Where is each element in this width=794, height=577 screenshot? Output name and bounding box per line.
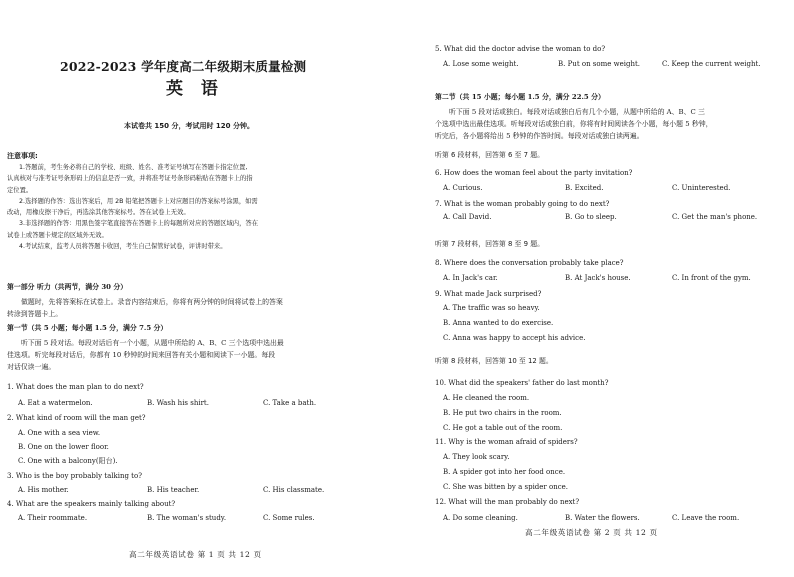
- exam-page-2: [397, 0, 794, 577]
- option-11c: C. She was bitten by a spider once.: [443, 483, 569, 491]
- option-8b: B. At Jack's house.: [565, 274, 631, 282]
- note-line: 试卷上或答题卡规定的区域外无效。: [7, 231, 108, 239]
- part1-line: 转涂到答题卡上。: [7, 310, 63, 318]
- option-12b: B. Water the flowers.: [565, 514, 640, 522]
- option-5b: B. Put on some weight.: [558, 60, 641, 68]
- option-2b: B. One on the lower floor.: [18, 443, 109, 451]
- material-6-label: 听第 6 段材料，回答第 6 至 7 题。: [435, 151, 544, 159]
- note-line: 定位置。: [7, 186, 33, 194]
- section2-line: 听下面 5 段对话或独白。每段对话或独白后有几个小题，从题中所给的 A、B、C 三: [449, 108, 705, 116]
- option-5c: C. Keep the current weight.: [662, 60, 761, 68]
- question-2: 2. What kind of room will the man get?: [7, 414, 146, 422]
- option-1b: B. Wash his shirt.: [147, 399, 209, 407]
- option-9a: A. The traffic was so heavy.: [443, 304, 540, 312]
- option-7a: A. Call David.: [443, 213, 492, 221]
- question-12: 12. What will the man probably do next?: [435, 498, 580, 506]
- question-6: 6. How does the woman feel about the party invitation?: [435, 169, 633, 177]
- option-8a: A. In Jack's car.: [443, 274, 498, 282]
- note-line: 2.选择题的作答：选出答案后，用 2B 铅笔把答题卡上对应题目的答案标号涂黑，如需: [19, 197, 258, 205]
- option-3a: A. His mother.: [18, 486, 69, 494]
- option-9c: C. Anna was happy to accept his advice.: [443, 334, 586, 342]
- part1-heading: 第一部分 听力（共两节，满分 30 分）: [7, 283, 128, 291]
- option-7b: B. Go to sleep.: [565, 213, 617, 221]
- exam-info: 本试卷共 150 分，考试用时 120 分钟。: [124, 122, 254, 130]
- option-9b: B. Anna wanted to do exercise.: [443, 319, 554, 327]
- question-9: 9. What made Jack surprised?: [435, 290, 542, 298]
- page-footer: 高二年级英语试卷 第 2 页 共 12 页: [525, 528, 658, 537]
- section1-line: 佳选项。听完每段对话后，你都有 10 秒钟的时间来回答有关小题和阅读下一小题。每段: [7, 351, 276, 359]
- question-1: 1. What does the man plan to do next?: [7, 383, 144, 391]
- option-12a: A. Do some cleaning.: [443, 514, 518, 522]
- option-11a: A. They look scary.: [443, 453, 510, 461]
- question-5: 5. What did the doctor advise the woman to do?: [435, 45, 606, 53]
- note-line: 4.考试结束，监考人员将答题卡收回，考生自己保管好试卷，评讲时带来。: [19, 243, 227, 251]
- notes-heading: 注意事项:: [7, 152, 38, 160]
- option-2c: C. One with a balcony(阳台).: [18, 457, 118, 465]
- section1-heading: 第一节（共 5 小题；每小题 1.5 分，满分 7.5 分）: [7, 324, 168, 332]
- option-3c: C. His classmate.: [263, 486, 325, 494]
- note-line: 3.非选择题的作答：用黑色签字笔直接答在答题卡上的每题所对应的答题区域内，答在: [19, 220, 258, 228]
- option-4c: C. Some rules.: [263, 514, 315, 522]
- part1-text: [7, 296, 283, 320]
- question-3: 3. Who is the boy probably talking to?: [7, 472, 142, 480]
- section2-line: 听完后，各小题将给出 5 秒钟的作答时间。每段对话或独白读两遍。: [435, 132, 644, 140]
- question-7: 7. What is the woman probably going to do next?: [435, 200, 610, 208]
- exam-title: 2022-2023 学年度高二年级期末质量检测: [60, 59, 307, 74]
- subject-title: 英 语: [166, 79, 224, 99]
- part1-line: 做题时，先将答案标在试卷上。录音内容结束后，你将有两分钟的时间将试卷上的答案: [21, 298, 283, 306]
- option-5a: A. Lose some weight.: [443, 60, 519, 68]
- option-1c: C. Take a bath.: [263, 399, 317, 407]
- section1-line: 对话仅读一遍。: [7, 363, 56, 371]
- section1-line: 听下面 5 段对话。每段对话后有一个小题，从题中所给的 A、B、C 三个选项中选出最: [21, 339, 284, 347]
- option-6c: C. Uninterested.: [672, 184, 731, 192]
- section1-text: [7, 337, 284, 373]
- option-4a: A. Their roommate.: [18, 514, 88, 522]
- option-3b: B. His teacher.: [147, 486, 200, 494]
- material-7-label: 听第 7 段材料，回答第 8 至 9 题。: [435, 240, 544, 248]
- question-11: 11. Why is the woman afraid of spiders?: [435, 438, 578, 446]
- notes-block: [7, 162, 258, 252]
- option-4b: B. The woman's study.: [147, 514, 227, 522]
- option-8c: C. In front of the gym.: [672, 274, 751, 282]
- section2-line: 个选项中选出最佳选项。听每段对话或独白前，你将有时间阅读各个小题，每小题 5 秒钟，: [435, 120, 713, 128]
- option-11b: B. A spider got into her food once.: [443, 468, 566, 476]
- option-6b: B. Excited.: [565, 184, 604, 192]
- question-10: 10. What did the speakers' father do last month?: [435, 379, 609, 387]
- section2-heading: 第二节（共 15 小题；每小题 1.5 分，满分 22.5 分）: [435, 93, 605, 101]
- option-6a: A. Curious.: [443, 184, 483, 192]
- option-7c: C. Get the man's phone.: [672, 213, 758, 221]
- question-4: 4. What are the speakers mainly talking about?: [7, 500, 176, 508]
- page-footer: 高二年级英语试卷 第 1 页 共 12 页: [129, 550, 262, 559]
- option-10c: C. He got a table out of the room.: [443, 424, 563, 432]
- option-10a: A. He cleaned the room.: [443, 394, 530, 402]
- note-line: 认真核对与准考证号条形码上的信息是否一致，并将准考证号条形码粘贴在答题卡上的指: [7, 175, 253, 183]
- material-8-label: 听第 8 段材料，回答第 10 至 12 题。: [435, 357, 553, 365]
- question-8: 8. Where does the conversation probably take place?: [435, 259, 624, 267]
- option-1a: A. Eat a watermelon.: [18, 399, 93, 407]
- option-10b: B. He put two chairs in the room.: [443, 409, 562, 417]
- note-line: 1.答题前，考生务必将自己的学校、班级、姓名、准考证号填写在答题卡指定位置,: [19, 164, 248, 171]
- option-2a: A. One with a sea view.: [18, 429, 101, 437]
- option-12c: C. Leave the room.: [672, 514, 740, 522]
- note-line: 改动，用橡皮擦干净后，再选涂其他答案标号。答在试卷上无效。: [7, 209, 190, 217]
- section2-text: [435, 106, 713, 142]
